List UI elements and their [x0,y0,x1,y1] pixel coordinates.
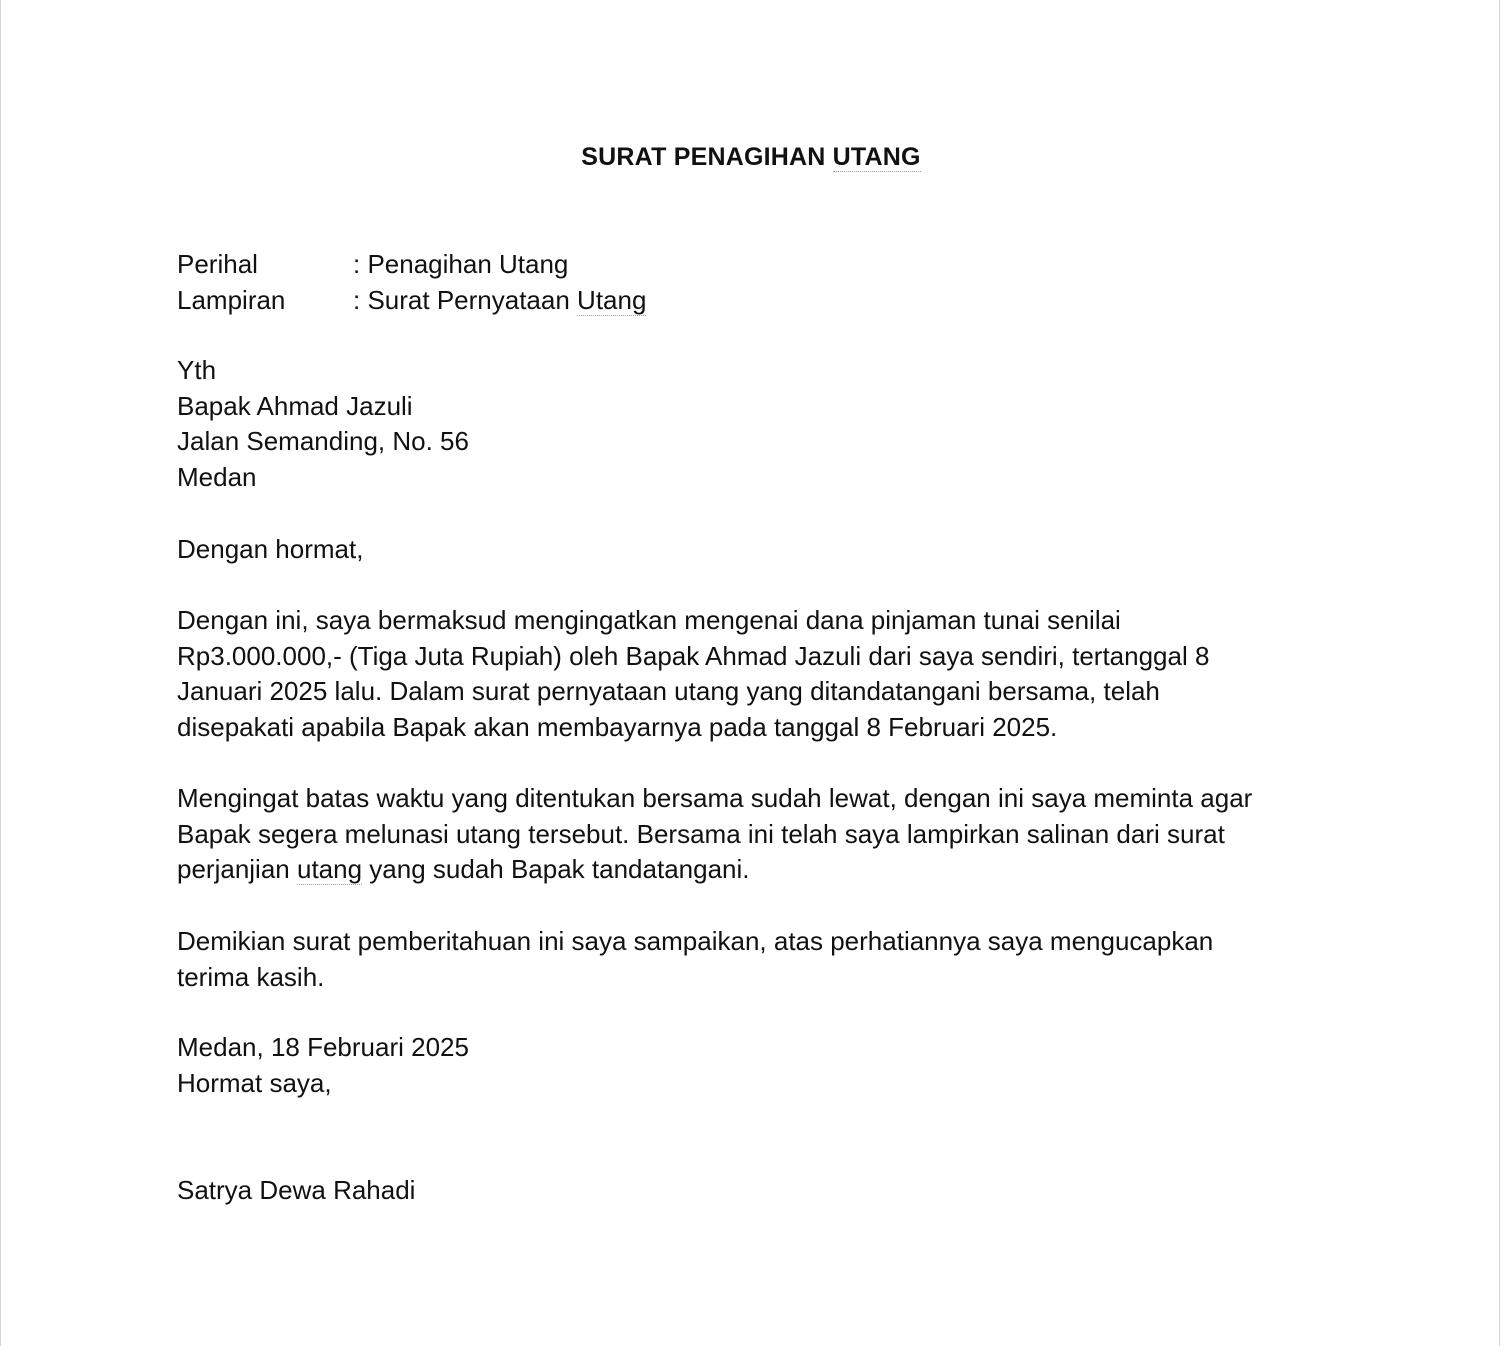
paragraph-1-line: Dengan ini, saya bermaksud mengingatkan mengenai dana pinjaman tunai senilai [177,605,1121,635]
title-spellcheck-word: UTANG [832,143,921,171]
paragraph-2-line3-suffix: yang sudah Bapak tandatangani. [369,854,750,885]
recipient-city: Medan [177,462,257,493]
paragraph-1 [177,603,1327,746]
paragraph-2-line: Mengingat batas waktu yang ditentukan bersama sudah lewat, dengan ini saya meminta agar [177,783,1253,813]
closing-regards: Hormat saya, [177,1067,332,1098]
paragraph-3 [177,924,1327,995]
paragraph-2 [177,781,1327,888]
signer-name: Satrya Dewa Rahadi [177,1175,416,1205]
paragraph-3-line: Demikian surat pemberitahuan ini saya sampaikan, atas perhatiannya saya mengucapkan [177,926,1214,956]
paragraph-1-line: disepakati apabila Bapak akan membayarnya pada tanggal 8 Februari 2025. [177,712,1058,743]
recipient-salutation: Yth [177,355,217,385]
paragraph-3-line: terima kasih. [177,961,325,992]
paragraph-1-line: Rp3.000.000,- (Tiga Juta Rupiah) oleh Bapak Ahmad Jazuli dari saya sendiri, tertanggal 8 [177,640,1210,671]
meta-row-lampiran [177,283,646,319]
lampiran-label: Lampiran [177,284,286,315]
closing [177,1030,1327,1101]
title-prefix: SURAT PENAGIHAN [581,143,826,171]
lampiran-value-prefix: : Surat Pernyataan [353,284,570,315]
letter-title [1,139,1500,175]
greeting [177,532,1327,568]
perihal-value: : Penagihan Utang [353,249,569,279]
paragraph-1-line: Januari 2025 lalu. Dalam surat pernyataan utang yang ditandatangani bersama, telah [177,676,1160,707]
paragraph-2-line [177,852,1327,888]
paragraph-2-line: Bapak segera melunasi utang tersebut. Bersama ini telah saya lampirkan salinan dari surat [177,818,1225,849]
recipient-address [177,353,1327,496]
lampiran-spellcheck-word: Utang [577,284,647,315]
paragraph-2-spellcheck-word: utang [296,854,363,885]
greeting-text: Dengan hormat, [177,534,364,564]
paragraph-2-line3-prefix: perjanjian [177,854,290,885]
letter-meta [177,247,646,318]
perihal-label: Perihal [177,249,258,279]
recipient-name: Bapak Ahmad Jazuli [177,390,413,421]
recipient-street: Jalan Semanding, No. 56 [177,426,469,457]
signature-block [177,1173,1327,1209]
meta-row-perihal [177,247,646,283]
lampiran-value [353,283,646,319]
closing-place-date: Medan, 18 Februari 2025 [177,1032,469,1062]
